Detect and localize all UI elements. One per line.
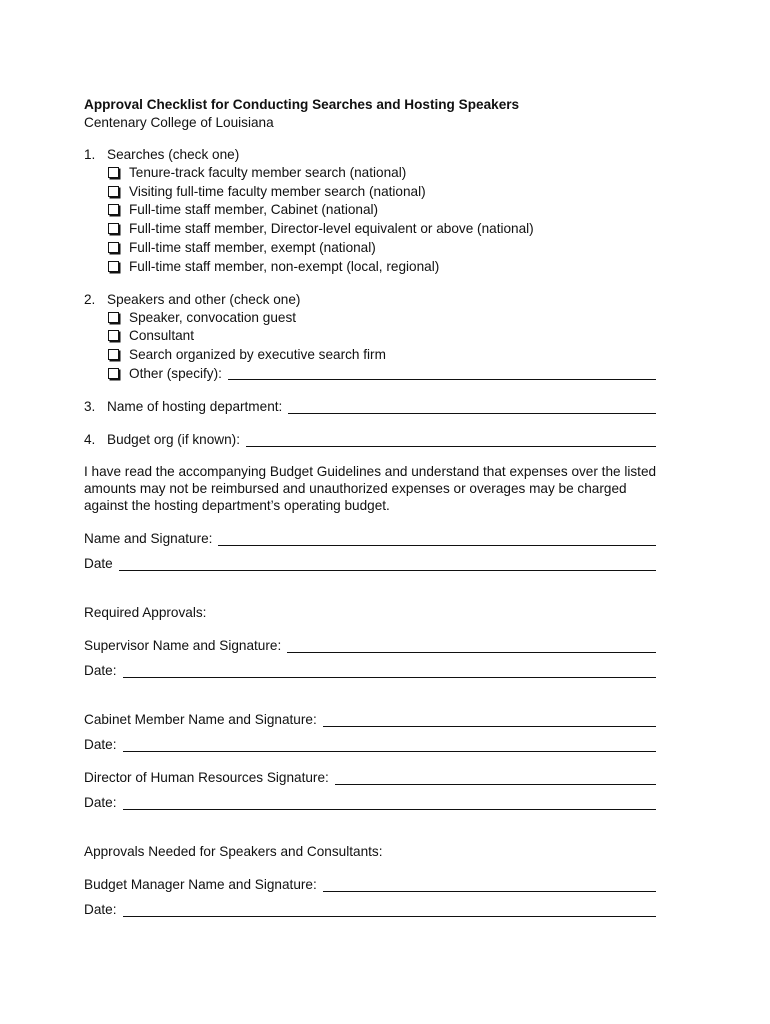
- checkbox[interactable]: [108, 261, 119, 272]
- signer-date-field[interactable]: [119, 557, 656, 571]
- field-label: Name and Signature:: [84, 531, 213, 547]
- supervisor-signature-field[interactable]: [287, 639, 656, 653]
- option-label: Full-time staff member, Cabinet (national): [129, 202, 379, 218]
- budget-manager-date-field[interactable]: [123, 903, 657, 917]
- checkbox[interactable]: [108, 312, 119, 323]
- checkbox[interactable]: [108, 223, 119, 234]
- institution-name: Centenary College of Louisiana: [84, 115, 274, 130]
- cabinet-date-row: [84, 736, 656, 753]
- checkbox[interactable]: [108, 186, 119, 197]
- budget-manager-row: [84, 876, 656, 893]
- checkbox[interactable]: [108, 242, 119, 253]
- speaker-approvals-heading: Approvals Needed for Speakers and Consultants:: [84, 844, 383, 860]
- option-label: Tenure-track faculty member search (national): [129, 164, 407, 180]
- speaker-option-consultant[interactable]: [84, 327, 656, 346]
- speakers-heading: [84, 291, 656, 308]
- option-label: Speaker, convocation guest: [129, 309, 297, 325]
- field-label: Date:: [84, 663, 117, 679]
- hosting-department-field[interactable]: [288, 400, 656, 414]
- search-option-staff-director[interactable]: [84, 219, 656, 238]
- hr-director-row: [84, 769, 656, 786]
- field-label: Date:: [84, 737, 117, 753]
- option-label: Full-time staff member, non-exempt (local, regional): [129, 258, 440, 274]
- other-specify-field[interactable]: [228, 366, 656, 380]
- field-label: Supervisor Name and Signature:: [84, 638, 282, 654]
- option-label: Full-time staff member, Director-level equivalent or above (national): [129, 221, 534, 237]
- speaker-option-convocation[interactable]: [84, 308, 656, 327]
- searches-heading: [84, 146, 656, 163]
- field-label: Date:: [84, 795, 117, 811]
- section-heading: Searches (check one): [107, 147, 240, 162]
- cabinet-date-field[interactable]: [123, 738, 657, 752]
- checkbox[interactable]: [108, 349, 119, 360]
- signer-name-signature-field[interactable]: [218, 532, 656, 546]
- supervisor-row: [84, 637, 656, 654]
- supervisor-date-field[interactable]: [123, 664, 657, 678]
- option-label: Other (specify):: [129, 366, 222, 382]
- section-number: 4.: [84, 431, 96, 447]
- budget-manager-signature-field[interactable]: [323, 878, 656, 892]
- signer-name-row: [84, 530, 656, 547]
- field-label: Budget org (if known):: [107, 431, 240, 447]
- budget-statement: I have read the accompanying Budget Guidelines and understand that expenses over the listed amounts may not be reimbursed and unauthorized expenses or overages may be charged against the hosting department’s operating budget.: [84, 463, 657, 513]
- search-option-visiting-faculty[interactable]: [84, 182, 656, 201]
- search-option-staff-non-exempt[interactable]: [84, 257, 656, 276]
- required-approvals-heading: Required Approvals:: [84, 605, 207, 621]
- field-label: Cabinet Member Name and Signature:: [84, 712, 317, 728]
- field-label: Budget Manager Name and Signature:: [84, 877, 317, 893]
- option-label: Visiting full-time faculty member search (national): [129, 183, 426, 199]
- section-heading: Speakers and other (check one): [107, 291, 301, 307]
- checkbox[interactable]: [108, 204, 119, 215]
- hosting-department-row: [84, 398, 656, 415]
- budget-org-field[interactable]: [246, 433, 656, 447]
- speaker-option-other[interactable]: [84, 364, 656, 383]
- hr-director-signature-field[interactable]: [335, 771, 656, 785]
- checkbox[interactable]: [108, 167, 119, 178]
- hr-date-field[interactable]: [123, 796, 657, 810]
- option-label: Full-time staff member, exempt (national): [129, 240, 376, 256]
- supervisor-date-row: [84, 662, 656, 679]
- checkbox[interactable]: [108, 368, 119, 379]
- field-label: Date:: [84, 902, 117, 918]
- cabinet-member-signature-field[interactable]: [323, 713, 656, 727]
- form-title: Approval Checklist for Conducting Searches and Hosting Speakers: [84, 97, 520, 112]
- cabinet-member-row: [84, 711, 656, 728]
- budget-org-row: [84, 431, 656, 448]
- section-number: 2.: [84, 291, 96, 307]
- search-option-staff-cabinet[interactable]: [84, 201, 656, 220]
- section-number: 3.: [84, 398, 96, 414]
- hr-date-row: [84, 794, 656, 811]
- signer-date-row: [84, 555, 656, 572]
- option-label: Search organized by executive search firm: [129, 347, 386, 363]
- section-number: 1.: [84, 147, 96, 162]
- field-label: Name of hosting department:: [107, 398, 283, 414]
- field-label: Director of Human Resources Signature:: [84, 770, 329, 786]
- speaker-option-search-firm[interactable]: [84, 345, 656, 364]
- checkbox[interactable]: [108, 330, 119, 341]
- field-label: Date: [84, 556, 113, 572]
- search-option-tenure-track[interactable]: [84, 163, 656, 182]
- form-page: [84, 96, 656, 918]
- option-label: Consultant: [129, 328, 194, 344]
- budget-manager-date-row: [84, 901, 656, 918]
- search-option-staff-exempt[interactable]: [84, 238, 656, 257]
